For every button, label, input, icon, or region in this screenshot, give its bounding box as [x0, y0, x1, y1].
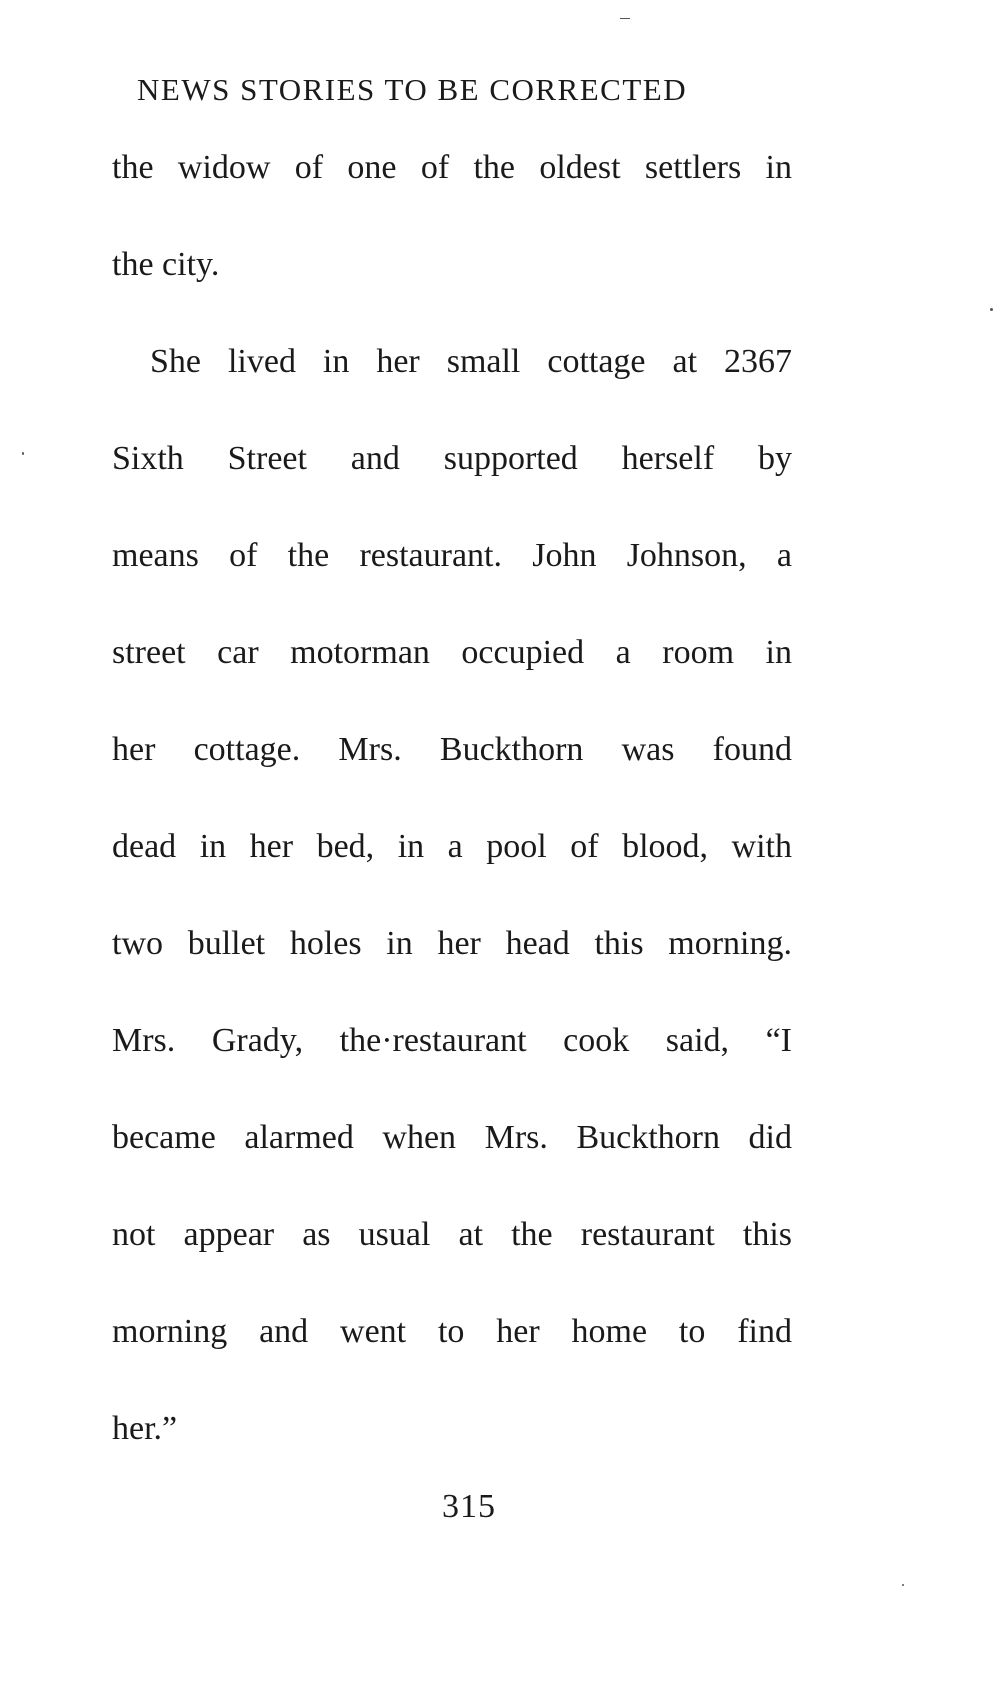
scan-speck — [990, 308, 993, 311]
text-line: became alarmed when Mrs. Buckthorn did — [112, 1119, 792, 1156]
text-line: two bullet holes in her head this morning. — [112, 925, 792, 962]
text-line: dead in her bed, in a pool of blood, with — [112, 828, 792, 865]
text-line: Mrs. Grady, the·restaurant cook said, “I — [112, 1022, 792, 1059]
scan-speck — [620, 18, 630, 19]
text-line: means of the restaurant. John Johnson, a — [112, 537, 792, 574]
text-line: not appear as usual at the restaurant this — [112, 1216, 792, 1253]
text-line: the widow of one of the oldest settlers in — [112, 149, 792, 186]
page-number: 315 — [442, 1488, 496, 1525]
scan-speck — [22, 452, 24, 455]
text-line: her.” — [112, 1410, 178, 1447]
running-head: NEWS STORIES TO BE CORRECTED — [137, 72, 688, 107]
text-line: morning and went to her home to find — [112, 1313, 792, 1350]
text-line: her cottage. Mrs. Buckthorn was found — [112, 731, 792, 768]
text-line: Sixth Street and supported herself by — [112, 440, 792, 477]
text-line: She lived in her small cottage at 2367 — [150, 343, 792, 380]
scan-speck — [902, 1584, 904, 1586]
text-line: street car motorman occupied a room in — [112, 634, 792, 671]
text-line: the city. — [112, 246, 220, 283]
